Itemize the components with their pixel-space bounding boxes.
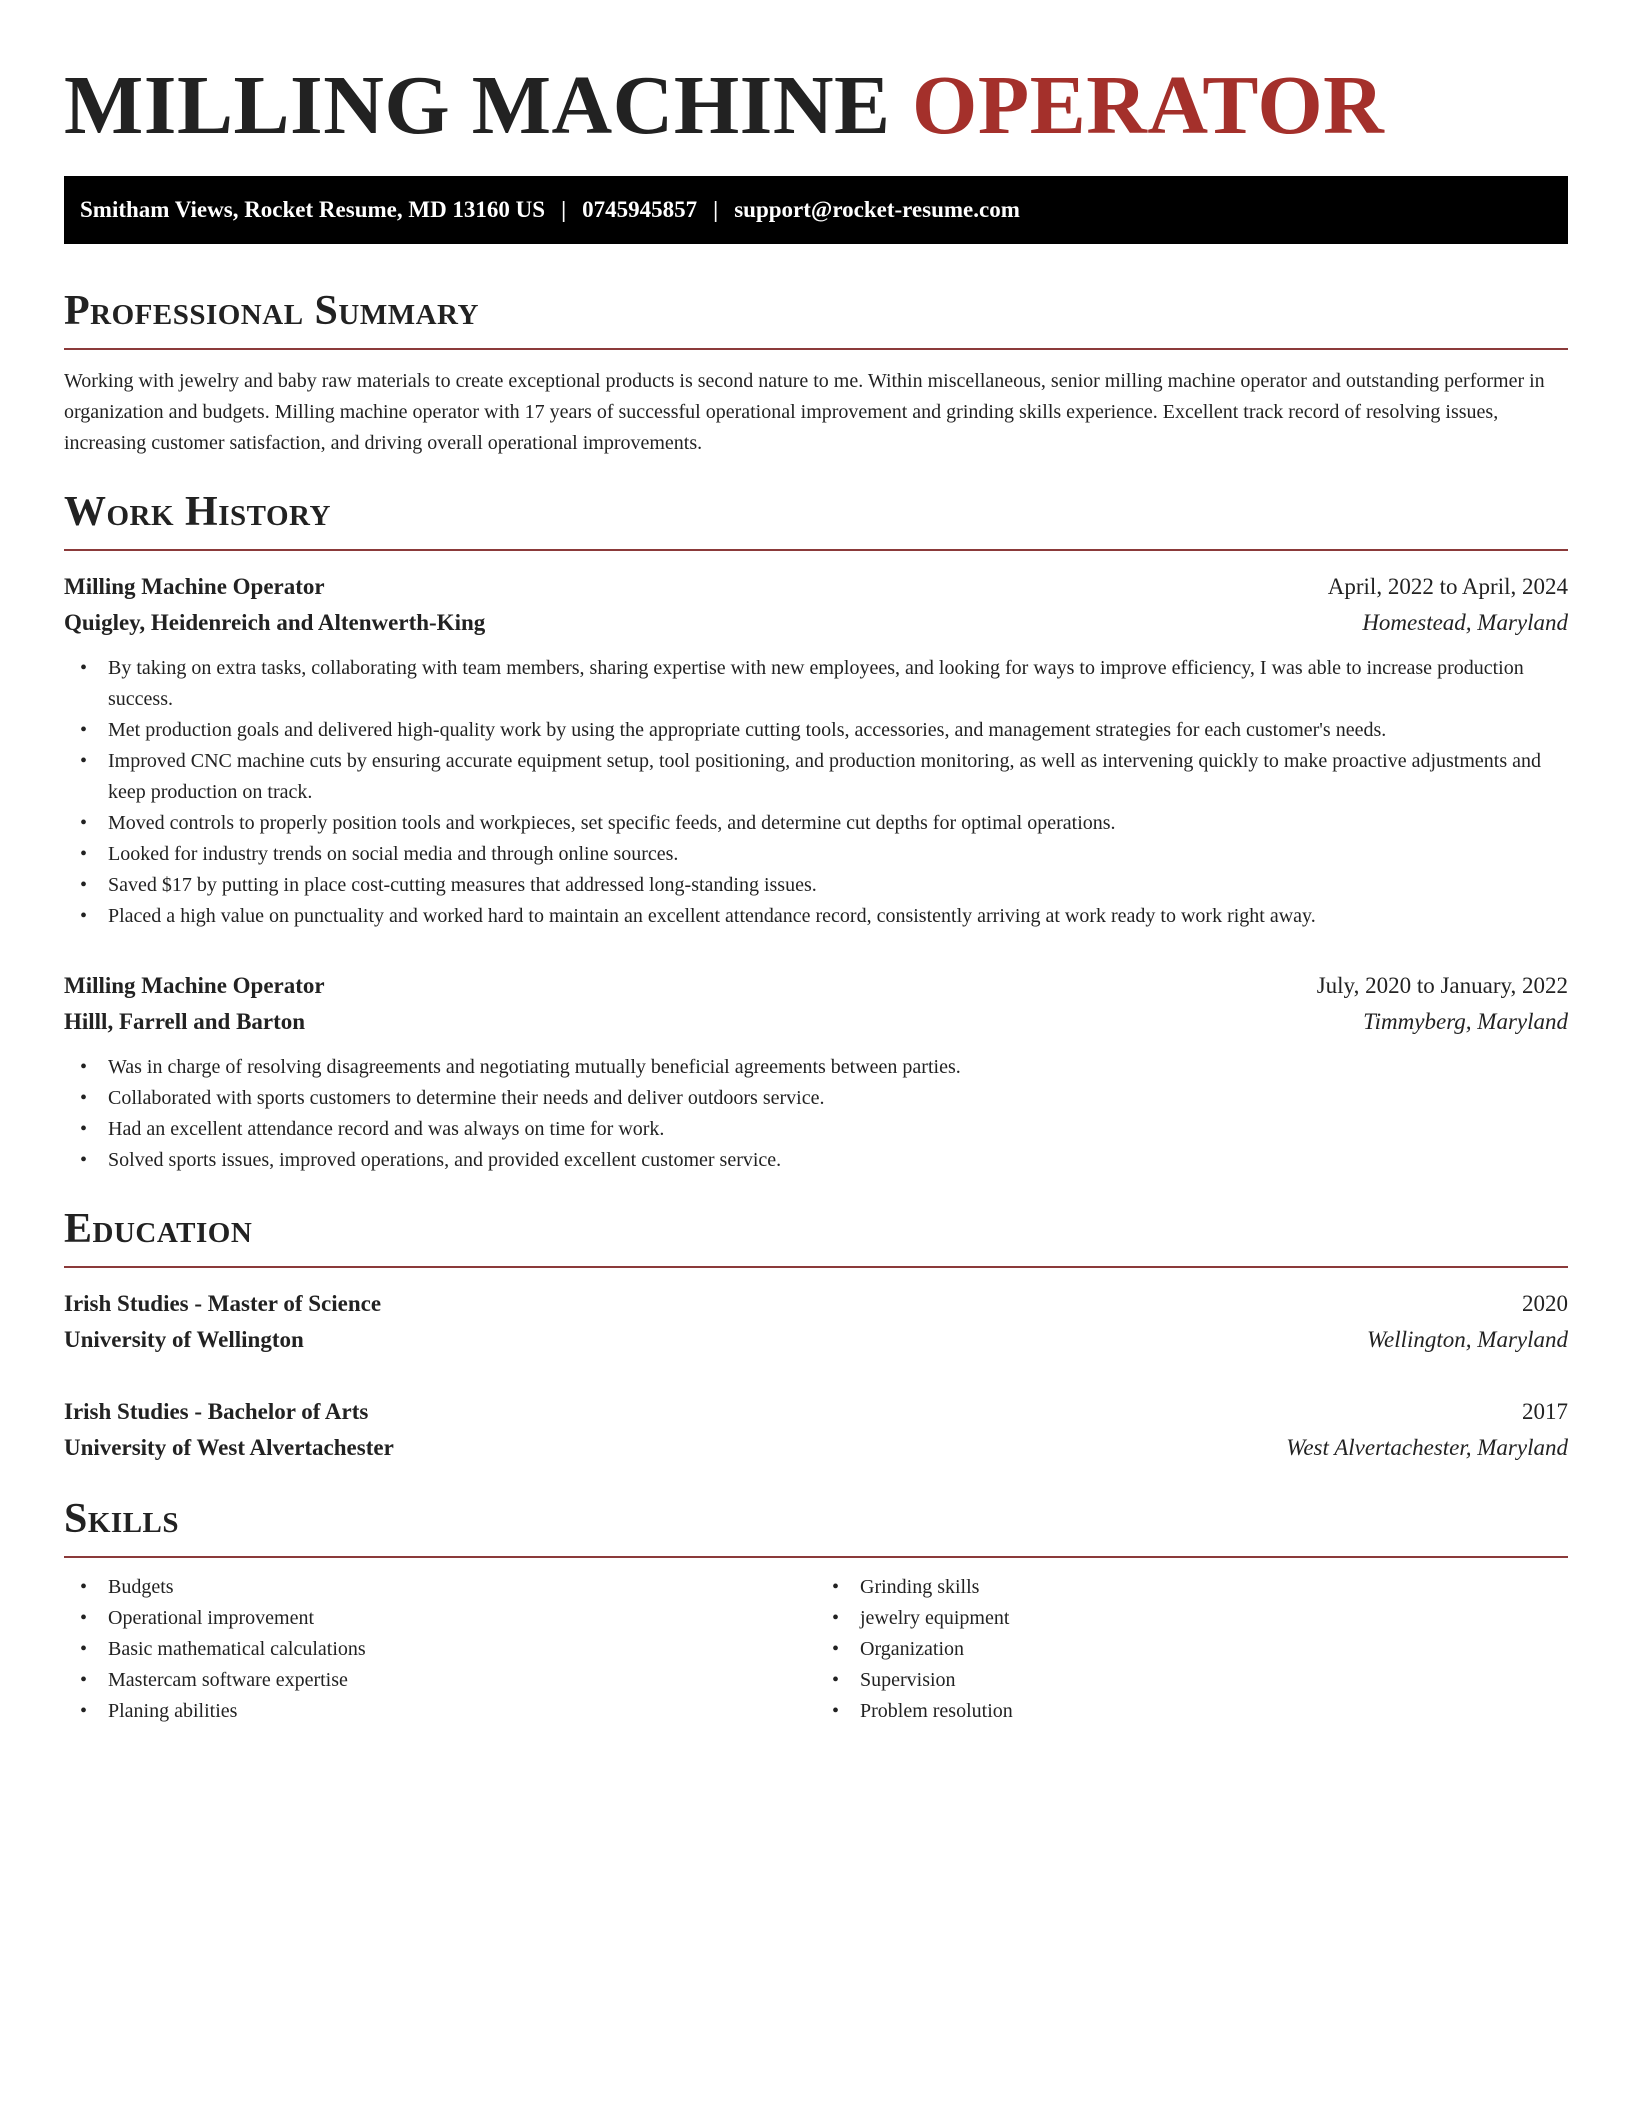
education-header-row [64,1286,1568,1322]
job-entry [64,968,1568,1176]
education-school-row [64,1430,1568,1466]
job-company-row [64,1004,1568,1040]
skills-list [64,1572,816,1727]
education-location: West Alvertachester, Maryland [1286,1435,1568,1460]
job-bullet: • Moved controls to properly position tools and workpieces, set specific feeds, and determine cut depths for optimal operations. [64,808,1568,839]
skills-column-right [816,1572,1568,1727]
education-school: University of West Alvertachester [64,1435,394,1460]
job-bullet: • Solved sports issues, improved operations, and provided excellent customer service. [64,1145,1568,1176]
job-company: Quigley, Heidenreich and Altenwerth-King [64,610,486,635]
job-bullet: • Was in charge of resolving disagreements and negotiating mutually beneficial agreements between parties. [64,1052,1568,1083]
section-title: Education [64,1202,1568,1268]
section-title: Professional Summary [64,284,1568,350]
summary-text: Working with jewelry and baby raw materials to create exceptional products is second nature to me. Within miscellaneous, senior milling machine operator and outstanding performer in organization and budgets. Milling machine operator with 17 years of successful operational improvement and grinding skills experience. Excellent track record of resolving issues, increasing customer satisfaction, and driving overall operational improvements. [64,370,1545,454]
skill-item: • Budgets [64,1572,816,1603]
section-title: Skills [64,1492,1568,1558]
skill-item: • Problem resolution [816,1696,1568,1727]
job-header-row [64,569,1568,605]
skill-item: • Basic mathematical calculations [64,1634,816,1665]
job-company: Hilll, Farrell and Barton [64,1009,306,1034]
job-header-row [64,968,1568,1004]
education-section [64,1202,1568,1466]
job-location: Homestead, Maryland [1362,610,1568,635]
job-list [64,569,1568,1176]
skill-item: • Organization [816,1634,1568,1665]
education-degree: Irish Studies - Master of Science [64,1291,382,1316]
skills-columns [64,1572,1568,1727]
education-entry [64,1394,1568,1466]
skill-item: • jewelry equipment [816,1603,1568,1634]
education-school: University of Wellington [64,1327,304,1352]
skill-item: • Planing abilities [64,1696,816,1727]
summary-section [64,284,1568,459]
job-bullet: • Looked for industry trends on social media and through online sources. [64,839,1568,870]
contact-address: Smitham Views, Rocket Resume, MD 13160 US [80,197,546,222]
name-last: OPERATOR [912,59,1385,152]
job-bullet: • By taking on extra tasks, collaborating with team members, sharing expertise with new employees, and looking for ways to improve efficiency, I was able to increase production success. [64,653,1568,715]
job-bullet: • Saved $17 by putting in place cost-cutting measures that addressed long-standing issues. [64,870,1568,901]
job-company-row [64,605,1568,641]
skills-list [816,1572,1568,1727]
contact-email[interactable]: support@rocket-resume.com [734,197,1020,222]
job-bullet: • Met production goals and delivered high-quality work by using the appropriate cutting tools, accessories, and management strategies for each customer's needs. [64,715,1568,746]
job-location: Timmyberg, Maryland [1363,1009,1568,1034]
skill-item: • Operational improvement [64,1603,816,1634]
job-dates: April, 2022 to April, 2024 [1327,574,1568,599]
job-bullet: • Placed a high value on punctuality and worked hard to maintain an excellent attendance record, consistently arriving at work ready to work right away. [64,901,1568,932]
work-history-section [64,485,1568,1176]
job-role: Milling Machine Operator [64,574,325,599]
name-first: MILLING MACHINE [64,59,891,152]
skill-item: • Grinding skills [816,1572,1568,1603]
job-bullet: • Had an excellent attendance record and was always on time for work. [64,1114,1568,1145]
resume-name [64,0,1568,156]
education-year: 2020 [1522,1291,1568,1316]
job-bullet: • Collaborated with sports customers to determine their needs and deliver outdoors service. [64,1083,1568,1114]
contact-separator: | [561,197,567,222]
job-bullets [64,653,1568,932]
skill-item: • Supervision [816,1665,1568,1696]
job-role: Milling Machine Operator [64,973,325,998]
job-entry [64,569,1568,932]
job-bullet: • Improved CNC machine cuts by ensuring accurate equipment setup, tool positioning, and production monitoring, as well as intervening quickly to make proactive adjustments and keep production on track. [64,746,1568,808]
contact-bar [64,176,1568,244]
skills-column-left [64,1572,816,1727]
education-header-row [64,1394,1568,1430]
skill-item: • Mastercam software expertise [64,1665,816,1696]
education-degree: Irish Studies - Bachelor of Arts [64,1399,369,1424]
education-list [64,1286,1568,1466]
skills-section [64,1492,1568,1727]
contact-phone[interactable]: 0745945857 [582,197,698,222]
section-title: Work History [64,485,1568,551]
education-entry [64,1286,1568,1358]
job-dates: July, 2020 to January, 2022 [1316,973,1568,998]
contact-separator: | [713,197,719,222]
job-bullets [64,1052,1568,1176]
education-year: 2017 [1522,1399,1568,1424]
education-location: Wellington, Maryland [1366,1327,1568,1352]
education-school-row [64,1322,1568,1358]
